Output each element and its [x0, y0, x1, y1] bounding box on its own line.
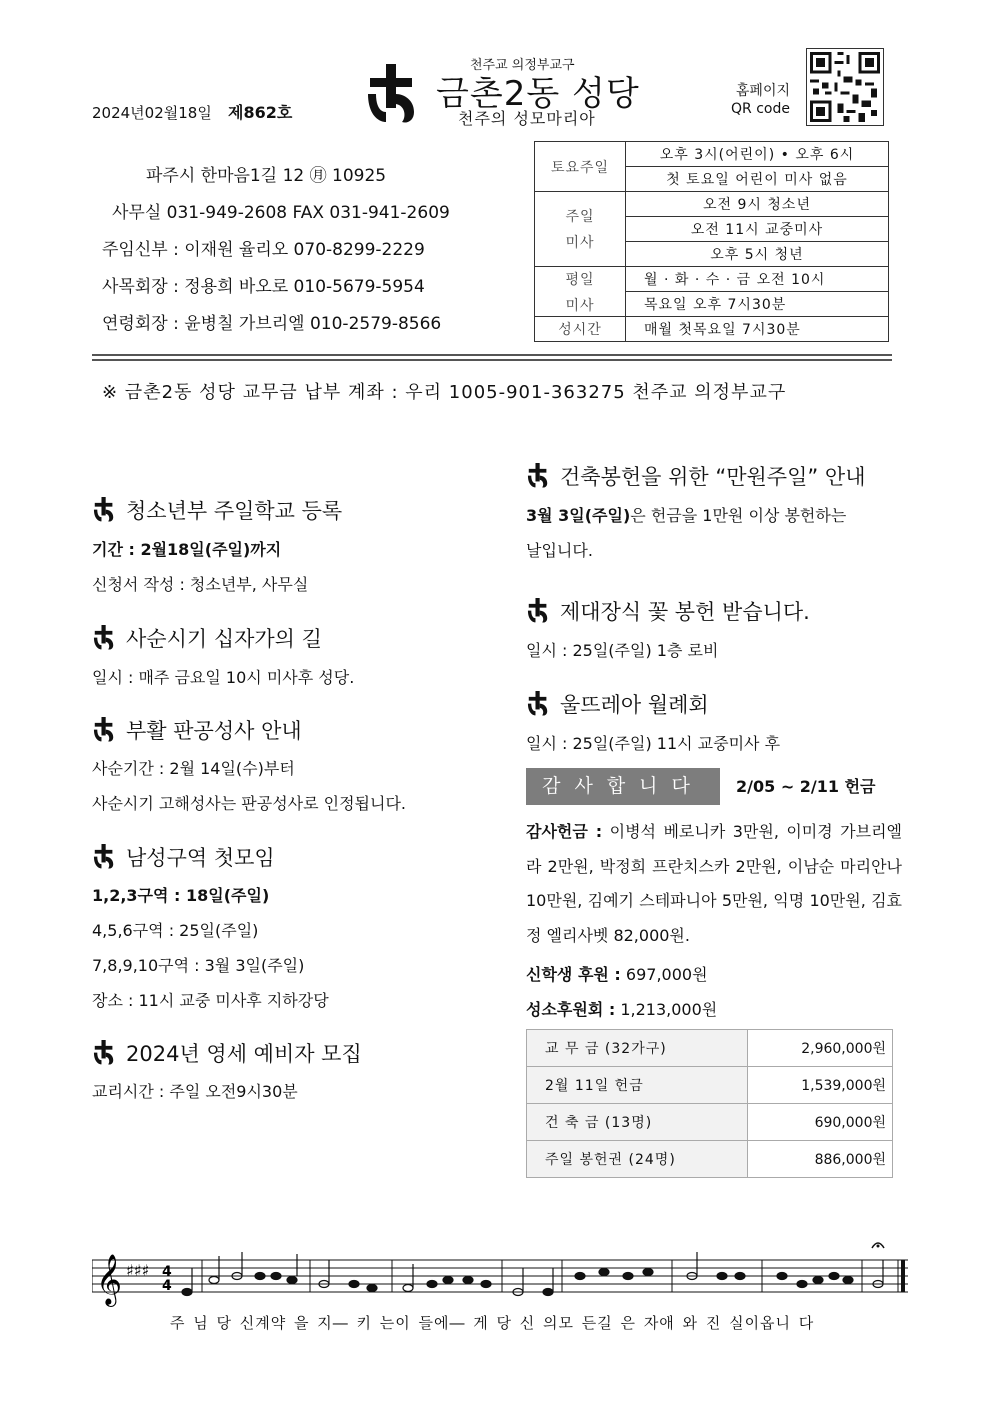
- schedule-time: 목요일 오후 7시30분: [626, 292, 889, 317]
- schedule-category-line: 평일: [565, 271, 595, 288]
- section-title-text: 건축봉헌을 위한 “만원주일” 안내: [560, 465, 866, 489]
- schedule-time: 오후 5시 청년: [626, 242, 889, 267]
- section-title: [92, 1038, 362, 1068]
- section-line: 사순기간 : 2월 14일(수)부터: [92, 759, 295, 778]
- section-line: 7,8,9,10구역 : 3월 3일(주일): [92, 956, 305, 975]
- church-logo-icon: [92, 717, 116, 743]
- diocese-name: 천주교 의정부교구: [470, 58, 575, 73]
- schedule-category: 성시간: [535, 317, 626, 342]
- finance-value: 886,000원: [748, 1141, 893, 1178]
- schedule-time: 오전 11시 교중미사: [626, 217, 889, 242]
- divider: [92, 359, 892, 361]
- donation-text: 이병석 베로니카 3만원, 이미경 가브리엘라 2만원, 박정희 프란치스카 2만원, 이남순 마리안나 10만원, 김예기 스테파니아 5만원, 익명 10만원, 김효정 엘리사벳 82,000원.: [526, 822, 902, 945]
- schedule-category-line: 주일: [565, 209, 595, 225]
- pastor-contact: 주임신부 : 이재원 율리오 070-8299-2229: [102, 240, 425, 260]
- schedule-category-line: 미사: [565, 235, 595, 251]
- seminarian-label: 신학생 후원 :: [526, 965, 621, 984]
- section-title: [92, 715, 302, 745]
- qr-label: QR code: [731, 101, 790, 117]
- issue-date: 2024년02월18일: [92, 104, 212, 122]
- finance-table: [526, 1029, 893, 1178]
- church-name: 금촌2동 성당: [436, 74, 640, 114]
- schedule-time: 월 · 화 · 수 · 금 오전 10시: [626, 267, 889, 292]
- hymn-lyrics: 주 님 당 신계약 을 지― 키 는이 들에― 게 당 신 의모 든길 은 자애 와 진 실이옵니 다: [170, 1314, 815, 1332]
- thanks-banner: 감사합니다: [526, 768, 720, 805]
- church-logo-icon: [92, 1040, 116, 1066]
- table-row: [527, 1141, 893, 1178]
- vocation-support: [526, 997, 717, 1020]
- office-phone: 사무실 031-949-2608 FAX 031-941-2609: [112, 203, 450, 223]
- section-line-rest: 은 헌금을 1만원 이상 봉헌하는: [630, 506, 847, 525]
- section-title-text: 남성구역 첫모임: [126, 846, 275, 870]
- hymn-staff: [92, 1232, 908, 1316]
- section-title-text: 울뜨레아 월례회: [560, 693, 709, 717]
- schedule-time: 오후 3시(어린이) • 오후 6시: [626, 142, 889, 167]
- church-logo-icon: [526, 598, 550, 624]
- table-row: [527, 1104, 893, 1141]
- church-logo-icon: [526, 463, 550, 489]
- section-line: [526, 503, 902, 526]
- vocation-label: 성소후원회 :: [526, 1000, 616, 1019]
- finance-value: 1,539,000원: [748, 1067, 893, 1104]
- finance-label: 교 무 금 (32가구): [527, 1030, 748, 1067]
- svg-text:𝄞: 𝄞: [96, 1254, 123, 1305]
- finance-label: 건 축 금 (13명): [527, 1104, 748, 1141]
- divider: [92, 354, 892, 356]
- section-title-text: 부활 판공성사 안내: [126, 719, 302, 743]
- schedule-category-line: 미사: [565, 297, 595, 314]
- section-title: [92, 842, 275, 872]
- section-line: 일시 : 매주 금요일 10시 미사후 성당.: [92, 668, 355, 687]
- senior-chair-contact: 연령회장 : 윤병칠 가브리엘 010-2579-8566: [102, 314, 442, 334]
- finance-value: 690,000원: [748, 1104, 893, 1141]
- address: 파주시 한마음1길 12 ㊊ 10925: [146, 166, 387, 186]
- section-line: 사순시기 고해성사는 판공성사로 인정됩니다.: [92, 794, 407, 813]
- section-title: [92, 495, 342, 525]
- section-title: [526, 596, 810, 626]
- qr-code-icon[interactable]: [806, 48, 884, 126]
- church-logo-icon: [92, 844, 116, 870]
- seminarian-support: [526, 962, 708, 985]
- table-row: [527, 1030, 893, 1067]
- homepage-label: 홈페이지: [735, 83, 790, 99]
- section-line: 기간 : 2월18일(주일)까지: [92, 540, 282, 559]
- seminarian-value: 697,000원: [620, 965, 708, 984]
- schedule-time: 매월 첫목요일 7시30분: [626, 317, 889, 342]
- section-title-text: 제대장식 꽃 봉헌 받습니다.: [560, 600, 810, 624]
- church-logo: [364, 64, 420, 126]
- finance-label: 2월 11일 헌금: [527, 1067, 748, 1104]
- section-line: 교리시간 : 주일 오전9시30분: [92, 1082, 298, 1101]
- section-title-text: 청소년부 주일학교 등록: [126, 499, 343, 523]
- section-line: 일시 : 25일(주일) 11시 교중미사 후: [526, 734, 781, 753]
- church-logo-icon: [92, 497, 116, 523]
- schedule-time: 오전 9시 청소년: [626, 192, 889, 217]
- table-row: [527, 1067, 893, 1104]
- schedule-category: [535, 267, 626, 317]
- vocation-value: 1,213,000원: [615, 1000, 718, 1019]
- mass-schedule-table: [534, 141, 889, 342]
- svg-text:4: 4: [162, 1264, 172, 1280]
- issue-number: 제862호: [228, 103, 293, 122]
- section-line: 4,5,6구역 : 25일(주일): [92, 921, 259, 940]
- highlight-date: 3월 3일(주일): [526, 506, 631, 525]
- section-line: 장소 : 11시 교중 미사후 지하강당: [92, 991, 329, 1010]
- section-title: [526, 689, 709, 719]
- section-title: [526, 461, 866, 491]
- schedule-time: 첫 토요일 어린이 미사 없음: [626, 167, 889, 192]
- thanks-range: 2/05 ~ 2/11 헌금: [736, 777, 876, 796]
- schedule-category: [535, 192, 626, 267]
- finance-label: 주일 봉헌권 (24명): [527, 1141, 748, 1178]
- section-line: 일시 : 25일(주일) 1층 로비: [526, 641, 719, 660]
- section-line: 1,2,3구역 : 18일(주일): [92, 886, 270, 905]
- section-line: 신청서 작성 : 청소년부, 사무실: [92, 575, 309, 594]
- schedule-category: 토요주일: [535, 142, 626, 192]
- church-logo-icon: [92, 625, 116, 651]
- patron-name: 천주의 성모마리아: [458, 109, 596, 128]
- donation-label: 감사헌금 :: [526, 822, 603, 841]
- council-chair-contact: 사목회장 : 정용희 바오로 010-5679-5954: [102, 277, 425, 297]
- svg-text:♯♯♯: ♯♯♯: [126, 1261, 150, 1280]
- donation-list: [526, 815, 902, 953]
- account-notice: ※ 금촌2동 성당 교무금 납부 계좌 : 우리 1005-901-363275 천주교 의정부교구: [102, 382, 787, 403]
- church-logo-icon: [526, 691, 550, 717]
- section-title: [92, 623, 322, 653]
- section-title-text: 사순시기 십자가의 길: [126, 627, 322, 651]
- section-line: 날입니다.: [526, 541, 593, 560]
- finance-value: 2,960,000원: [748, 1030, 893, 1067]
- section-title-text: 2024년 영세 예비자 모집: [126, 1042, 362, 1066]
- svg-text:4: 4: [162, 1278, 172, 1294]
